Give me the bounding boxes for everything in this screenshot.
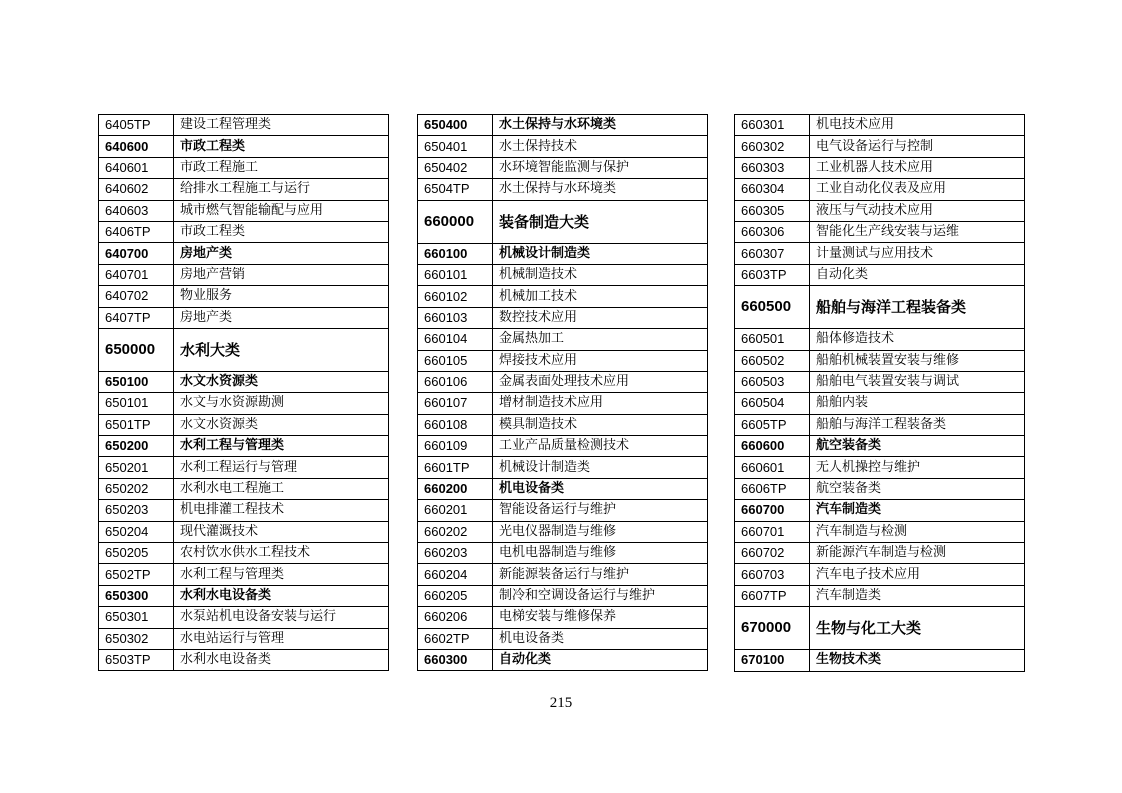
table-row bbox=[99, 243, 389, 264]
table-row bbox=[418, 286, 708, 307]
major-code: 6605TP bbox=[735, 414, 810, 435]
table-row bbox=[418, 585, 708, 606]
major-name: 电梯安装与维修保养 bbox=[493, 607, 708, 628]
major-code: 650205 bbox=[99, 543, 174, 564]
major-name: 计量测试与应用技术 bbox=[810, 243, 1025, 264]
major-name: 自动化类 bbox=[493, 649, 708, 670]
table-row bbox=[99, 371, 389, 392]
major-name: 装备制造大类 bbox=[493, 200, 708, 243]
major-code: 650401 bbox=[418, 136, 493, 157]
major-code: 6603TP bbox=[735, 264, 810, 285]
major-name: 水利工程与管理类 bbox=[174, 564, 389, 585]
major-code: 660206 bbox=[418, 607, 493, 628]
major-name: 市政工程类 bbox=[174, 221, 389, 242]
major-name: 自动化类 bbox=[810, 264, 1025, 285]
major-code: 660300 bbox=[418, 649, 493, 670]
table-row bbox=[418, 478, 708, 499]
major-name: 船舶与海洋工程装备类 bbox=[810, 414, 1025, 435]
major-name: 焊接技术应用 bbox=[493, 350, 708, 371]
major-code: 660601 bbox=[735, 457, 810, 478]
major-code: 650000 bbox=[99, 328, 174, 371]
major-name: 房地产营销 bbox=[174, 264, 389, 285]
table-row bbox=[99, 264, 389, 285]
table-row bbox=[735, 457, 1025, 478]
table-row bbox=[735, 350, 1025, 371]
major-code: 6602TP bbox=[418, 628, 493, 649]
major-name: 水利工程与管理类 bbox=[174, 436, 389, 457]
table-row bbox=[418, 564, 708, 585]
major-name: 水土保持技术 bbox=[493, 136, 708, 157]
major-code: 660100 bbox=[418, 243, 493, 264]
major-name: 光电仪器制造与维修 bbox=[493, 521, 708, 542]
major-code: 660303 bbox=[735, 157, 810, 178]
major-name: 机电设备类 bbox=[493, 628, 708, 649]
major-code: 660201 bbox=[418, 500, 493, 521]
major-code: 660202 bbox=[418, 521, 493, 542]
major-name: 给排水工程施工与运行 bbox=[174, 179, 389, 200]
table-row bbox=[418, 200, 708, 243]
table-row bbox=[418, 628, 708, 649]
major-code: 6504TP bbox=[418, 179, 493, 200]
major-code: 6607TP bbox=[735, 585, 810, 606]
major-name: 船体修造技术 bbox=[810, 329, 1025, 350]
major-name: 物业服务 bbox=[174, 286, 389, 307]
major-code: 650204 bbox=[99, 521, 174, 542]
table-row bbox=[99, 393, 389, 414]
table-row bbox=[735, 157, 1025, 178]
table-row bbox=[735, 607, 1025, 650]
major-code: 660107 bbox=[418, 393, 493, 414]
table-row bbox=[735, 414, 1025, 435]
major-code: 660503 bbox=[735, 371, 810, 392]
major-code: 650300 bbox=[99, 585, 174, 606]
table-row bbox=[99, 179, 389, 200]
table-row bbox=[735, 436, 1025, 457]
table-row bbox=[99, 543, 389, 564]
table-row bbox=[418, 607, 708, 628]
major-name: 金属表面处理技术应用 bbox=[493, 371, 708, 392]
major-code: 650100 bbox=[99, 371, 174, 392]
major-name: 机械设计制造类 bbox=[493, 243, 708, 264]
major-name: 无人机操控与维护 bbox=[810, 457, 1025, 478]
major-name: 增材制造技术应用 bbox=[493, 393, 708, 414]
major-code: 640700 bbox=[99, 243, 174, 264]
table-row bbox=[418, 543, 708, 564]
major-name: 水土保持与水环境类 bbox=[493, 115, 708, 136]
table-row bbox=[99, 307, 389, 328]
major-name: 智能化生产线安装与运维 bbox=[810, 221, 1025, 242]
table-row bbox=[99, 628, 389, 649]
table-row bbox=[99, 607, 389, 628]
major-name: 房地产类 bbox=[174, 243, 389, 264]
table-row bbox=[735, 543, 1025, 564]
table-row bbox=[418, 393, 708, 414]
table-row bbox=[99, 564, 389, 585]
major-name: 水利工程运行与管理 bbox=[174, 457, 389, 478]
table-row bbox=[735, 650, 1025, 671]
major-code: 670000 bbox=[735, 607, 810, 650]
major-code: 640600 bbox=[99, 136, 174, 157]
major-code: 660302 bbox=[735, 136, 810, 157]
table-row bbox=[418, 157, 708, 178]
major-name: 模具制造技术 bbox=[493, 414, 708, 435]
major-code: 640603 bbox=[99, 200, 174, 221]
major-code: 660502 bbox=[735, 350, 810, 371]
table-row bbox=[99, 136, 389, 157]
table-row bbox=[735, 500, 1025, 521]
major-code: 6601TP bbox=[418, 457, 493, 478]
page-number: 215 bbox=[549, 695, 573, 711]
major-code: 660702 bbox=[735, 543, 810, 564]
major-name: 机电排灌工程技术 bbox=[174, 500, 389, 521]
major-name: 电气设备运行与控制 bbox=[810, 136, 1025, 157]
major-name: 水利大类 bbox=[174, 328, 389, 371]
major-name: 现代灌溉技术 bbox=[174, 521, 389, 542]
major-name: 液压与气动技术应用 bbox=[810, 200, 1025, 221]
major-name: 船舶内装 bbox=[810, 393, 1025, 414]
table-row bbox=[418, 136, 708, 157]
major-name: 船舶电气装置安装与调试 bbox=[810, 371, 1025, 392]
major-code: 660109 bbox=[418, 436, 493, 457]
major-code: 6407TP bbox=[99, 307, 174, 328]
major-name: 机械制造技术 bbox=[493, 264, 708, 285]
major-name: 工业自动化仪表及应用 bbox=[810, 179, 1025, 200]
table-row bbox=[418, 350, 708, 371]
major-name: 水利水电设备类 bbox=[174, 585, 389, 606]
major-code: 660000 bbox=[418, 200, 493, 243]
major-code: 6502TP bbox=[99, 564, 174, 585]
table-row bbox=[418, 243, 708, 264]
table-row bbox=[418, 371, 708, 392]
table-row bbox=[735, 179, 1025, 200]
major-code: 640701 bbox=[99, 264, 174, 285]
major-code: 660103 bbox=[418, 307, 493, 328]
table-row bbox=[735, 521, 1025, 542]
major-code: 660306 bbox=[735, 221, 810, 242]
major-code: 660102 bbox=[418, 286, 493, 307]
table-row bbox=[418, 329, 708, 350]
table-row bbox=[735, 243, 1025, 264]
major-code: 6503TP bbox=[99, 649, 174, 670]
major-name: 工业机器人技术应用 bbox=[810, 157, 1025, 178]
major-name: 农村饮水供水工程技术 bbox=[174, 543, 389, 564]
major-code: 660301 bbox=[735, 115, 810, 136]
major-code: 660500 bbox=[735, 286, 810, 329]
major-code: 650202 bbox=[99, 478, 174, 499]
table-row bbox=[418, 649, 708, 670]
major-name: 电机电器制造与维修 bbox=[493, 543, 708, 564]
table-row bbox=[99, 585, 389, 606]
major-code: 650302 bbox=[99, 628, 174, 649]
major-name: 生物与化工大类 bbox=[810, 607, 1025, 650]
major-code: 660600 bbox=[735, 436, 810, 457]
major-name: 水泵站机电设备安装与运行 bbox=[174, 607, 389, 628]
major-code: 640702 bbox=[99, 286, 174, 307]
major-name: 水文水资源类 bbox=[174, 371, 389, 392]
table-row bbox=[418, 500, 708, 521]
table-row bbox=[99, 221, 389, 242]
table-row bbox=[99, 115, 389, 136]
major-code: 650203 bbox=[99, 500, 174, 521]
table-row bbox=[99, 414, 389, 435]
table-row bbox=[735, 200, 1025, 221]
major-code: 650201 bbox=[99, 457, 174, 478]
major-name: 水环境智能监测与保护 bbox=[493, 157, 708, 178]
major-code: 6405TP bbox=[99, 115, 174, 136]
table-row bbox=[99, 157, 389, 178]
major-code: 660106 bbox=[418, 371, 493, 392]
major-code: 650400 bbox=[418, 115, 493, 136]
major-name: 水文与水资源勘测 bbox=[174, 393, 389, 414]
major-name: 汽车制造类 bbox=[810, 500, 1025, 521]
major-name: 城市燃气智能输配与应用 bbox=[174, 200, 389, 221]
table-row bbox=[735, 478, 1025, 499]
major-name: 水利水电工程施工 bbox=[174, 478, 389, 499]
table-row bbox=[418, 264, 708, 285]
table-row bbox=[418, 115, 708, 136]
major-code: 660105 bbox=[418, 350, 493, 371]
table-row bbox=[418, 521, 708, 542]
table-row bbox=[735, 564, 1025, 585]
table-row bbox=[735, 115, 1025, 136]
major-name: 汽车电子技术应用 bbox=[810, 564, 1025, 585]
table-row bbox=[99, 521, 389, 542]
table-row bbox=[418, 307, 708, 328]
major-name: 水土保持与水环境类 bbox=[493, 179, 708, 200]
major-name: 船舶与海洋工程装备类 bbox=[810, 286, 1025, 329]
table-row bbox=[735, 286, 1025, 329]
table-row bbox=[735, 329, 1025, 350]
major-code: 6406TP bbox=[99, 221, 174, 242]
major-name: 水文水资源类 bbox=[174, 414, 389, 435]
major-name: 航空装备类 bbox=[810, 478, 1025, 499]
table-row bbox=[99, 478, 389, 499]
table-row bbox=[99, 500, 389, 521]
major-name: 船舶机械装置安装与维修 bbox=[810, 350, 1025, 371]
major-code: 660205 bbox=[418, 585, 493, 606]
major-code: 660104 bbox=[418, 329, 493, 350]
table-row bbox=[99, 328, 389, 371]
major-code: 6501TP bbox=[99, 414, 174, 435]
major-name: 机械设计制造类 bbox=[493, 457, 708, 478]
major-code: 640602 bbox=[99, 179, 174, 200]
major-code: 670100 bbox=[735, 650, 810, 671]
major-code: 660305 bbox=[735, 200, 810, 221]
major-name: 房地产类 bbox=[174, 307, 389, 328]
major-code: 660304 bbox=[735, 179, 810, 200]
major-code: 650402 bbox=[418, 157, 493, 178]
catalog-table-column-1 bbox=[98, 114, 389, 671]
table-row bbox=[418, 179, 708, 200]
major-code: 660307 bbox=[735, 243, 810, 264]
major-code: 660204 bbox=[418, 564, 493, 585]
major-code: 650101 bbox=[99, 393, 174, 414]
major-code: 660200 bbox=[418, 478, 493, 499]
table-row bbox=[99, 649, 389, 670]
table-row bbox=[735, 136, 1025, 157]
major-name: 水利水电设备类 bbox=[174, 649, 389, 670]
major-code: 660703 bbox=[735, 564, 810, 585]
major-code: 660108 bbox=[418, 414, 493, 435]
major-code: 660701 bbox=[735, 521, 810, 542]
major-name: 机电设备类 bbox=[493, 478, 708, 499]
table-row bbox=[99, 457, 389, 478]
major-code: 650200 bbox=[99, 436, 174, 457]
major-code: 660700 bbox=[735, 500, 810, 521]
table-row bbox=[99, 200, 389, 221]
table-row bbox=[735, 393, 1025, 414]
catalog-table-column-2 bbox=[417, 114, 708, 671]
major-code: 660203 bbox=[418, 543, 493, 564]
major-name: 航空装备类 bbox=[810, 436, 1025, 457]
table-row bbox=[418, 436, 708, 457]
table-row bbox=[418, 457, 708, 478]
major-name: 金属热加工 bbox=[493, 329, 708, 350]
major-name: 水电站运行与管理 bbox=[174, 628, 389, 649]
table-row bbox=[735, 585, 1025, 606]
table-row bbox=[735, 371, 1025, 392]
major-name: 新能源汽车制造与检测 bbox=[810, 543, 1025, 564]
major-name: 制冷和空调设备运行与维护 bbox=[493, 585, 708, 606]
catalog-table-column-3 bbox=[734, 114, 1025, 672]
major-code: 650301 bbox=[99, 607, 174, 628]
major-name: 智能设备运行与维护 bbox=[493, 500, 708, 521]
table-row bbox=[735, 221, 1025, 242]
major-code: 660101 bbox=[418, 264, 493, 285]
major-name: 工业产品质量检测技术 bbox=[493, 436, 708, 457]
major-name: 市政工程类 bbox=[174, 136, 389, 157]
table-row bbox=[735, 264, 1025, 285]
major-name: 建设工程管理类 bbox=[174, 115, 389, 136]
major-code: 660501 bbox=[735, 329, 810, 350]
major-name: 汽车制造与检测 bbox=[810, 521, 1025, 542]
major-code: 660504 bbox=[735, 393, 810, 414]
major-name: 数控技术应用 bbox=[493, 307, 708, 328]
table-row bbox=[99, 436, 389, 457]
major-code: 6606TP bbox=[735, 478, 810, 499]
major-name: 市政工程施工 bbox=[174, 157, 389, 178]
major-name: 新能源装备运行与维护 bbox=[493, 564, 708, 585]
major-code: 640601 bbox=[99, 157, 174, 178]
table-row bbox=[99, 286, 389, 307]
major-name: 汽车制造类 bbox=[810, 585, 1025, 606]
table-row bbox=[418, 414, 708, 435]
major-name: 生物技术类 bbox=[810, 650, 1025, 671]
major-name: 机电技术应用 bbox=[810, 115, 1025, 136]
major-name: 机械加工技术 bbox=[493, 286, 708, 307]
